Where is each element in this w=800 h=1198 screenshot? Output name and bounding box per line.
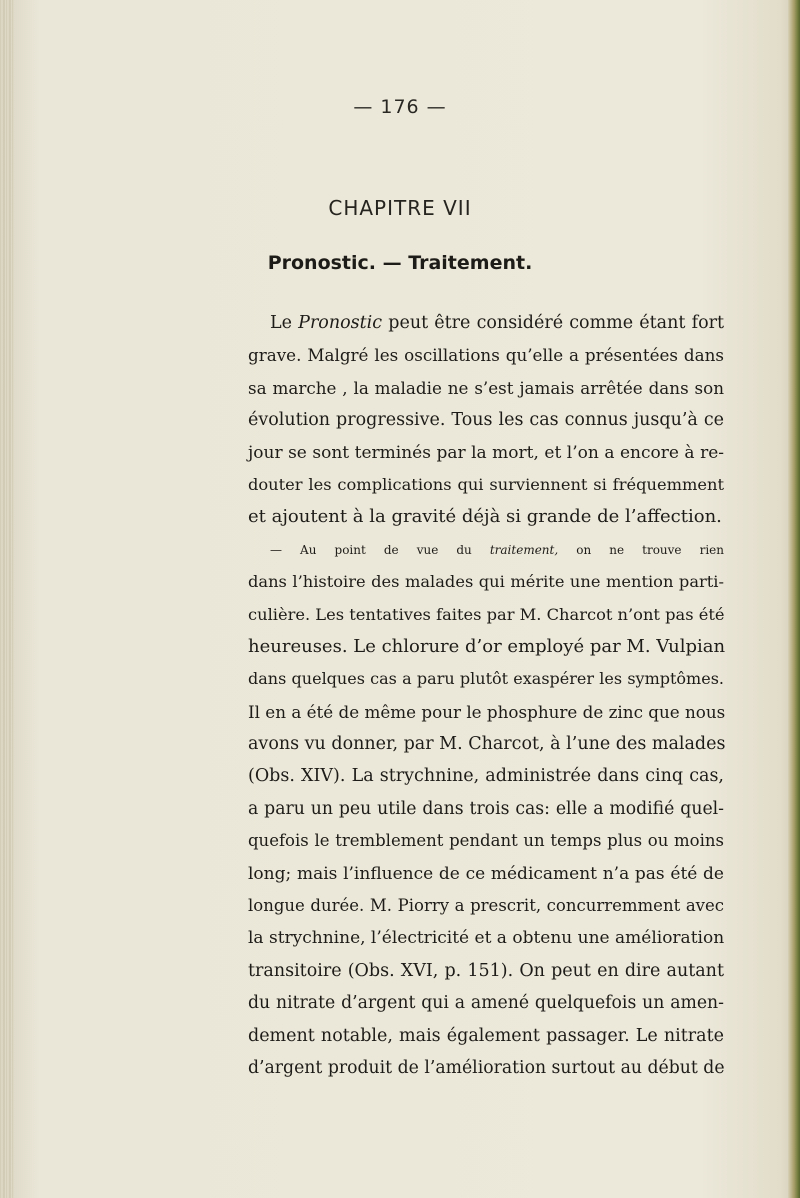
text-fragment: Le — [270, 313, 299, 333]
text-line: long; mais l’influence de ce médicament n’a pas été de — [248, 863, 724, 884]
page-fore-edge — [788, 0, 800, 1198]
text-fragment: — Au point de vue du — [270, 542, 490, 557]
text-line: du nitrate d’argent qui a amené quelquefois un amen- — [248, 993, 724, 1014]
text-line: transitoire (Obs. XVI, p. 151). On peut en dire autant — [248, 960, 724, 981]
text-line: dans l’histoire des malades qui mérite une mention parti- — [248, 572, 724, 592]
text-fragment: peut être considéré comme étant fort — [382, 313, 725, 333]
text-line: heureuses. Le chlorure d’or employé par M. Vulpian — [248, 635, 726, 657]
text-fragment: on ne trouve rien — [558, 542, 724, 557]
text-line: longue durée. M. Piorry a prescrit, concurremment avec — [248, 896, 724, 916]
text-line: culière. Les tentatives faites par M. Charcot n’ont pas été — [248, 604, 725, 624]
text-line: a paru un peu utile dans trois cas: elle a modifié quel- — [248, 798, 724, 819]
text-line — [248, 307, 724, 339]
text-line: évolution progressive. Tous les cas connus jusqu’à ce — [248, 410, 724, 431]
chapter-subtitle: Pronostic. — Traitement. — [267, 252, 533, 274]
text-line: Il en a été de même pour le phosphure de zinc que nous — [248, 701, 726, 722]
text-line: d’argent produit de l’amélioration surtout au début de — [248, 1057, 725, 1078]
text-line: avons vu donner, par M. Charcot, à l’une des malades — [248, 734, 726, 755]
text-line — [248, 534, 724, 566]
emphasis-word: traitement, — [489, 542, 559, 557]
body-text — [248, 307, 724, 1084]
page-binding-edge — [0, 0, 14, 1198]
text-line: dement notable, mais également passager. Le nitrate — [248, 1025, 724, 1046]
text-line: quefois le tremblement pendant un temps plus ou moins — [248, 831, 724, 851]
text-line: grave. Malgré les oscillations qu’elle a présentées dans — [248, 345, 724, 366]
chapter-heading: CHAPITRE VII — [328, 196, 472, 220]
page-number: — 176 — — [353, 96, 447, 118]
text-line: sa marche , la maladie ne s’est jamais arrêtée dans son — [248, 377, 724, 398]
text-line: (Obs. XIV). La strychnine, administrée dans cinq cas, — [248, 766, 724, 787]
text-line: la strychnine, l’électricité et a obtenu une amélioration — [248, 928, 725, 949]
emphasis-word: Pronostic — [298, 313, 383, 333]
text-line: et ajoutent à la gravité déjà si grande de l’affection. — [248, 506, 722, 528]
text-line: douter les complications qui surviennent si fréquemment — [248, 474, 724, 494]
text-line: jour se sont terminés par la mort, et l’on a encore à re- — [248, 442, 724, 463]
text-line: dans quelques cas a paru plutôt exaspérer les symptômes. — [248, 669, 724, 689]
